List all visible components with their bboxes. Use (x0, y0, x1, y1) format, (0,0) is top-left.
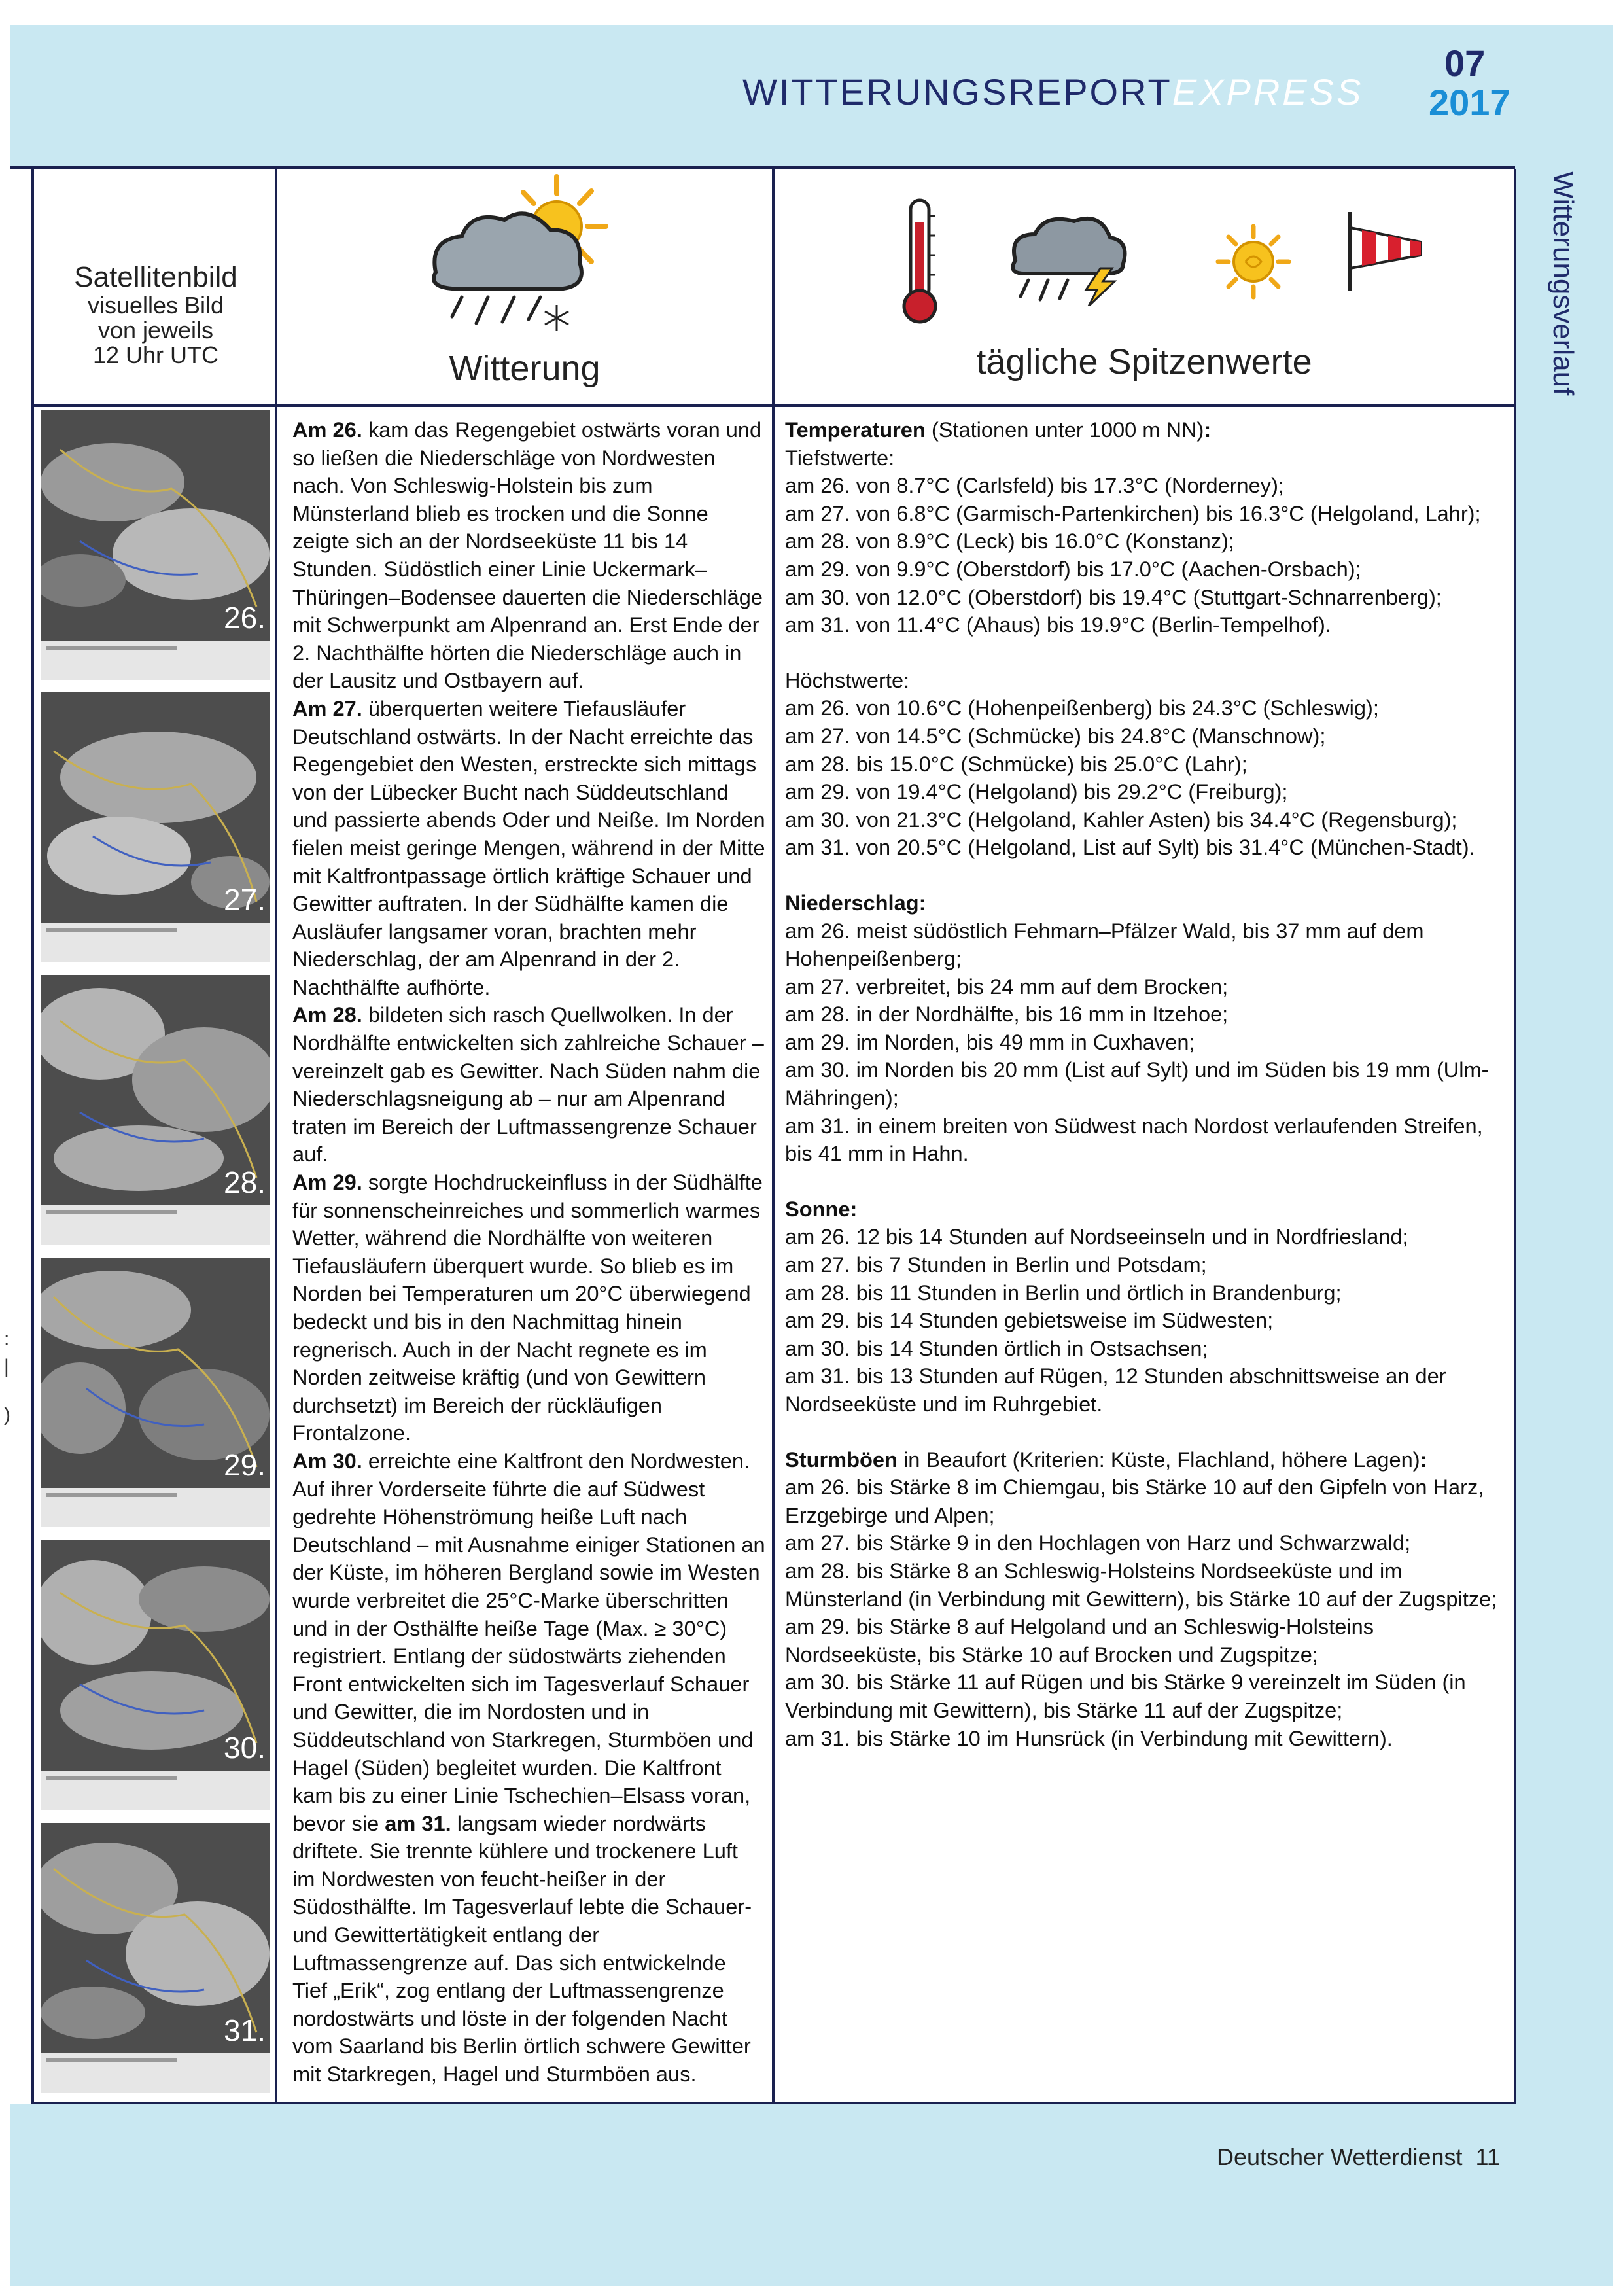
weather-day-28 (292, 1001, 766, 1169)
precipitation-row: am 26. meist südöstlich Fehmarn–Pfälzer Wald, bis 37 mm auf dem Hohenpeißenberg; (785, 918, 1424, 971)
thermometer-icon (894, 196, 946, 327)
section-note: in Beaufort (Kriterien: Küste, Flachland, höhere Lagen) (897, 1447, 1420, 1472)
day-label: am 31. (385, 1810, 451, 1835)
gust-row: am 28. bis Stärke 8 an Schleswig-Holsteins Nordseeküste und im Münsterland (in Verbindung mit Gewittern), bis Stärke 10 auf der Zugspitze; (785, 1558, 1497, 1611)
day-label: Am 29. (292, 1170, 362, 1195)
day-text: erreichte eine Kaltfront den Nordwesten. Auf ihrer Vorderseite führte die auf Südwest gedrehte Höhenströmung heiße Luft nach Deutschland – mit Ausnahme einiger Stationen an der Küste, im höheren Bergland sowie im Westen wurde verbreitet die 25°C-Marke überschritten und in der Osthälfte heiße Tage (Max. ≥ 30°C) registriert. Entlang der südostwärts ziehenden Front entwickelten sich im Tagesverlauf Schauer und Gewitter, die im Nordosten und in Süddeutschland von Starkregen, Sturmböen und Hagel (Süden) begleitet wurden. Die Kaltfront kam bis zu einer Linie Tschechien–Elsass voran, bevor sie (292, 1448, 765, 1835)
precipitation-row: am 29. im Norden, bis 49 mm in Cuxhaven; (785, 1029, 1195, 1054)
satellite-day-label: 27. (224, 883, 266, 917)
issue-year: 2017 (1429, 82, 1510, 123)
sunshine-row: am 26. 12 bis 14 Stunden auf Nordseeinseln und in Nordfriesland; (785, 1224, 1408, 1249)
gust-row: am 30. bis Stärke 11 auf Rügen und bis Stärke 9 vereinzelt im Süden (in Verbindung mit Gewittern), bis Stärke 11 auf der Zugspitze; (785, 1670, 1466, 1722)
edge-mark: ) (4, 1404, 10, 1426)
page-number: 11 (1475, 2144, 1500, 2170)
side-label (1528, 171, 1594, 394)
sunshine-row: am 31. bis 13 Stunden auf Rügen, 12 Stunden abschnittsweise an der Nordseeküste und im Ruhrgebiet. (785, 1364, 1446, 1416)
edge-mark: : (4, 1328, 10, 1350)
satellite-header-line1: Satellitenbild (74, 261, 237, 293)
satellite-day-label: 29. (224, 1448, 266, 1482)
weather-column-header: Witterung (449, 349, 601, 388)
precipitation-row: am 27. verbreitet, bis 24 mm auf dem Brocken; (785, 974, 1229, 998)
weather-day-30-31 (292, 1447, 766, 2089)
side-band (1515, 168, 1613, 2104)
day-text: sorgte Hochdruckeinfluss in der Südhälfte für sonnenscheinreiches und sommerlich warmes Wetter, während die Nordhälfte von weiteren Tiefausläufern überquert wurde. So blieb es im Norden bei Temperaturen um 20°C überwiegend bedeckt und bis in den Nachmittag hinein regnerisch. Auch in der Nacht regnete es im Norden zeitweise kräftig (und von Gewittern durchsetzt) im Bereich der rückläufigen Frontalzone. (292, 1170, 763, 1445)
weather-narrative (292, 416, 766, 2089)
footer-publisher: Deutscher Wetterdienst (1217, 2144, 1463, 2170)
report-title-express: EXPRESS (1172, 71, 1364, 113)
min-temp-row: am 28. von 8.9°C (Leck) bis 16.0°C (Konstanz); (785, 529, 1234, 554)
day-label: Am 28. (292, 1002, 362, 1027)
weather-cloud-sun-icon (416, 174, 612, 344)
table-border-left (31, 169, 34, 2104)
precipitation-row: am 31. in einem breiten von Südwest nach Nordost verlaufenden Streifen, bis 41 mm in Hahn. (785, 1113, 1483, 1166)
min-temp-heading: Tiefstwerte: (785, 445, 895, 470)
max-temp-row: am 29. von 19.4°C (Helgoland) bis 29.2°C (Freiburg); (785, 779, 1288, 804)
satellite-image-26 (41, 410, 270, 680)
day-label: Am 30. (292, 1448, 362, 1473)
column-divider-1 (275, 169, 277, 2104)
satellite-image-30 (41, 1540, 270, 1810)
satellite-caption (41, 1488, 270, 1527)
report-title-main: WITTERUNGSREPORT (742, 71, 1172, 113)
sunshine-row: am 29. bis 14 Stunden gebietsweise im Südwesten; (785, 1308, 1274, 1333)
edge-mark: | (4, 1356, 9, 1377)
max-temp-row: am 30. von 21.3°C (Helgoland, Kahler Asten) bis 34.4°C (Regensburg); (785, 807, 1457, 832)
section-colon: : (1420, 1447, 1427, 1472)
spacer (785, 1168, 1509, 1195)
min-temp-row: am 27. von 6.8°C (Garmisch-Partenkirchen) bis 16.3°C (Helgoland, Lahr); (785, 501, 1481, 525)
temperature-heading (785, 416, 1509, 444)
satellite-day-label: 28. (224, 1165, 266, 1199)
section-title: Sonne: (785, 1196, 858, 1221)
column-header-rule (33, 404, 1515, 407)
section-title: Sturmböen (785, 1447, 898, 1472)
min-temp-row: am 31. von 11.4°C (Ahaus) bis 19.9°C (Berlin-Tempelhof). (785, 612, 1331, 637)
gust-row: am 29. bis Stärke 8 auf Helgoland und an Schleswig-Holsteins Nordseeküste, bis Stärke 10 auf Brocken und Zugspitze; (785, 1614, 1374, 1667)
section-note: (Stationen unter 1000 m NN) (925, 417, 1204, 442)
day-label: Am 27. (292, 696, 362, 720)
sunshine-row: am 28. bis 11 Stunden in Berlin und örtlich in Brandenburg; (785, 1280, 1342, 1305)
issue-month: 07 (1444, 43, 1486, 84)
section-title: Niederschlag: (785, 890, 926, 915)
max-temp-row: am 31. von 20.5°C (Helgoland, List auf Sylt) bis 31.4°C (München-Stadt). (785, 835, 1475, 860)
max-temp-row: am 27. von 14.5°C (Schmücke) bis 24.8°C (Manschnow); (785, 723, 1326, 748)
gust-row: am 27. bis Stärke 9 in den Hochlagen von Harz und Schwarzwald; (785, 1530, 1411, 1555)
gust-row: am 31. bis Stärke 10 im Hunsrück (in Verbindung mit Gewittern). (785, 1725, 1393, 1750)
weather-day-26 (292, 416, 766, 695)
weather-day-29 (292, 1169, 766, 1447)
satellite-image-28 (41, 975, 270, 1245)
day-text: überquerten weitere Tiefausläufer Deutschland ostwärts. In der Nacht erreichte das Regengebiet den Westen, erstreckte sich mittags von der Lübecker Bucht nach Süddeutschland und passierte abends Oder und Neiße. Im Norden fielen meist geringe Mengen, während in der Mitte mit Kaltfrontpassage örtlich kräftige Schauer und Gewitter auftraten. In der Südhälfte kamen die Ausläufer langsamer voran, brachten mehr Niederschlag, der am Alpenrand in der 2. Nachthälfte aufhörte. (292, 696, 765, 999)
side-label-text: Witterungsverlauf (1547, 171, 1579, 396)
max-temp-row: am 28. bis 15.0°C (Schmücke) bis 25.0°C (Lahr); (785, 751, 1248, 776)
min-temp-row: am 26. von 8.7°C (Carlsfeld) bis 17.3°C (Norderney); (785, 473, 1284, 498)
satellite-day-label: 26. (224, 601, 266, 635)
day-text: langsam wieder nordwärts driftete. Sie trennte kühlere und trockenere Luft im Nordwesten von feucht-heißer in der Südosthälfte. Im Tagesverlauf lebte die Schauer- und Gewittertätigkeit entlang der Luftmassengrenze auf. Das sich entwickelnde Tief „Erik“, zog entlang der Luftmassengrenze nordostwärts und löste in der folgenden Nacht vom Saarland bis Berlin örtlich schwere Gewitter mit Starkregen, Hagel und Sturmböen aus. (292, 1810, 752, 2087)
day-label: Am 26. (292, 417, 362, 442)
gust-row: am 26. bis Stärke 8 im Chiemgau, bis Stärke 10 auf den Gipfeln von Harz, Erzgebirge und Alpen; (785, 1475, 1484, 1527)
satellite-header-line2: visuelles Bild (87, 292, 224, 319)
satellite-header-line3: von jeweils (97, 317, 214, 344)
precipitation-heading (785, 889, 1509, 917)
footer-band (10, 2104, 1613, 2286)
min-temp-row: am 29. von 9.9°C (Oberstdorf) bis 17.0°C (Aachen-Orsbach); (785, 556, 1361, 581)
windsock-icon (1342, 208, 1427, 293)
satellite-day-label: 30. (224, 1731, 266, 1765)
min-temp-row: am 30. von 12.0°C (Oberstdorf) bis 19.4°C (Stuttgart-Schnarrenberg); (785, 584, 1442, 609)
satellite-day-label: 31. (224, 2013, 266, 2047)
satellite-caption (41, 1205, 270, 1245)
peaks-column-header: tägliche Spitzenwerte (976, 342, 1312, 381)
satellite-caption (41, 1771, 270, 1810)
satellite-header-line4: 12 Uhr UTC (92, 342, 219, 368)
satellite-caption (41, 923, 270, 962)
precipitation-row: am 30. im Norden bis 20 mm (List auf Sylt) und im Süden bis 19 mm (Ulm-Mähringen); (785, 1057, 1489, 1110)
report-title (742, 71, 1363, 113)
weather-day-27 (292, 695, 766, 1002)
section-title: Temperaturen (785, 417, 926, 442)
spacer (785, 1419, 1509, 1446)
page-footer (1217, 2144, 1500, 2171)
column-divider-2 (772, 169, 775, 2104)
sunshine-row: am 30. bis 14 Stunden örtlich in Ostsachsen; (785, 1335, 1208, 1360)
sun-icon (1214, 222, 1293, 301)
spacer (785, 862, 1509, 889)
sunshine-heading (785, 1195, 1509, 1224)
max-temp-row: am 26. von 10.6°C (Hohenpeißenberg) bis 24.3°C (Schleswig); (785, 696, 1379, 720)
satellite-caption (41, 2053, 270, 2093)
precipitation-row: am 28. in der Nordhälfte, bis 16 mm in Itzehoe; (785, 1002, 1229, 1027)
satellite-column-header (37, 262, 275, 368)
header-rule (10, 166, 1515, 169)
max-temp-heading: Höchstwerte: (785, 667, 910, 692)
sunshine-row: am 27. bis 7 Stunden in Berlin und Potsdam; (785, 1252, 1207, 1277)
table-border-right (1514, 169, 1516, 2104)
day-text: bildeten sich rasch Quellwolken. In der Nordhälfte entwickelten sich zahlreiche Schauer – vereinzelt gab es Gewitter. Nach Süden nahm die Niederschlagsneigung ab – nur am Alpenrand traten im Bereich der Luftmassengrenze Schauer auf. (292, 1002, 764, 1167)
day-text: kam das Regengebiet ostwärts voran und so ließen die Niederschläge von Nordwesten nach. Von Schleswig-Holstein bis zum Münsterland blieb es trocken und die Sonne zeigte sich an der Nordseeküste 11 bis 14 Stunden. Südöstlich einer Linie Uckermark–Thüringen–Bodensee dauerten die Niederschläge mit Schwerpunkt am Alpenrand an. Erst Ende der 2. Nachthälfte hörten die Niederschläge auch in der Lausitz und Ostbayern auf. (292, 417, 763, 693)
satellite-image-27 (41, 692, 270, 962)
satellite-caption (41, 641, 270, 680)
satellite-image-31 (41, 1823, 270, 2093)
table-bottom-rule (33, 2102, 1515, 2104)
section-colon: : (1204, 417, 1212, 442)
gusts-heading (785, 1446, 1509, 1474)
satellite-image-29 (41, 1258, 270, 1527)
thunderstorm-cloud-icon (1002, 208, 1133, 306)
peak-values (785, 416, 1509, 1752)
spacer (785, 639, 1509, 667)
